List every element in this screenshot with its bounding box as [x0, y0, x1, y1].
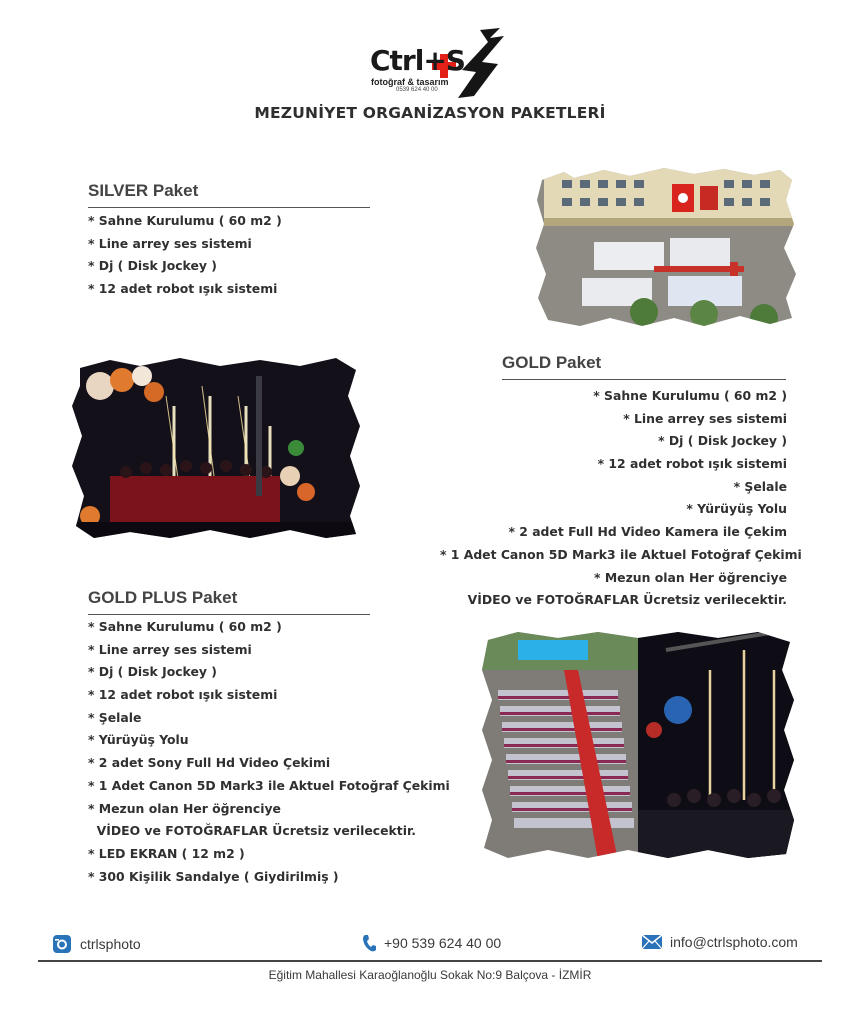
list-item: * 12 adet robot ışık sistemi [88, 687, 278, 703]
phone-icon [362, 934, 376, 952]
list-item: * 2 adet Sony Full Hd Video Çekimi [88, 755, 331, 771]
venue-collage-photo [478, 630, 796, 860]
email-address: info@ctrlsphoto.com [670, 934, 798, 950]
list-item: * 300 Kişilik Sandalye ( Giydirilmiş ) [88, 868, 339, 884]
list-item: * Dj ( Disk Jockey ) [88, 664, 217, 680]
page-title: MEZUNİYET ORGANİZASYON PAKETLERİ [254, 104, 606, 122]
list-item: * Line arrey ses sistemi [88, 235, 252, 251]
instagram-handle: ctrlsphoto [80, 936, 141, 952]
list-item: * Sahne Kurulumu ( 60 m2 ) [593, 388, 787, 403]
gold-plus-package-title: GOLD PLUS Paket [88, 588, 370, 615]
school-aerial-photo [534, 166, 798, 328]
list-item: * 2 adet Full Hd Video Kamera ile Çekim [508, 524, 787, 540]
list-item: * LED EKRAN ( 12 m2 ) [88, 845, 245, 861]
list-item: * Mezun olan Her öğrenciye [88, 800, 281, 816]
list-item: VİDEO ve FOTOĞRAFLAR Ücretsiz verilecektir. [467, 592, 787, 608]
brand-logo [362, 26, 508, 102]
list-item: * Dj ( Disk Jockey ) [88, 258, 217, 274]
logo-phone: 0539 624 40 00 [396, 87, 438, 93]
list-item: * Şelale [733, 478, 787, 494]
list-item: VİDEO ve FOTOĞRAFLAR Ücretsiz verilecektir. [88, 823, 416, 839]
list-item: * 1 Adet Canon 5D Mark3 ile Aktuel Fotoğraf Çekimi [440, 546, 802, 562]
gold-package-list [440, 385, 802, 612]
logo-wordmark: Ctrl+S [370, 44, 465, 77]
list-item: * Dj ( Disk Jockey ) [658, 433, 787, 449]
instagram-icon [52, 934, 72, 954]
gold-package-title: GOLD Paket [502, 353, 786, 380]
logo-subtitle: fotoğraf & tasarım [371, 77, 449, 87]
list-item: * Yürüyüş Yolu [686, 501, 787, 517]
footer-instagram[interactable] [52, 934, 141, 954]
footer-phone[interactable] [362, 934, 501, 952]
silver-package-list [88, 210, 282, 301]
list-item: * Line arrey ses sistemi [88, 641, 252, 657]
silver-package-title: SILVER Paket [88, 181, 370, 208]
list-item: * Sahne Kurulumu ( 60 m2 ) [88, 213, 282, 228]
list-item: * Line arrey ses sistemi [623, 410, 787, 426]
list-item: * Şelale [88, 709, 142, 725]
list-item: * 12 adet robot ışık sistemi [597, 456, 787, 472]
list-item: * Yürüyüş Yolu [88, 732, 189, 748]
list-item: * Mezun olan Her öğrenciye [594, 569, 787, 585]
footer-divider [38, 960, 822, 962]
footer-address: Eğitim Mahallesi Karaoğlanoğlu Sokak No:9 Balçova - İZMİR [268, 968, 592, 982]
phone-number: +90 539 624 40 00 [384, 935, 502, 951]
footer-email[interactable] [642, 934, 798, 950]
list-item: * Sahne Kurulumu ( 60 m2 ) [88, 619, 282, 634]
gold-plus-package-list [88, 616, 450, 888]
stage-fireworks-photo [70, 356, 362, 540]
list-item: * 1 Adet Canon 5D Mark3 ile Aktuel Fotoğraf Çekimi [88, 777, 450, 793]
envelope-icon [642, 935, 662, 949]
list-item: * 12 adet robot ışık sistemi [88, 281, 278, 297]
